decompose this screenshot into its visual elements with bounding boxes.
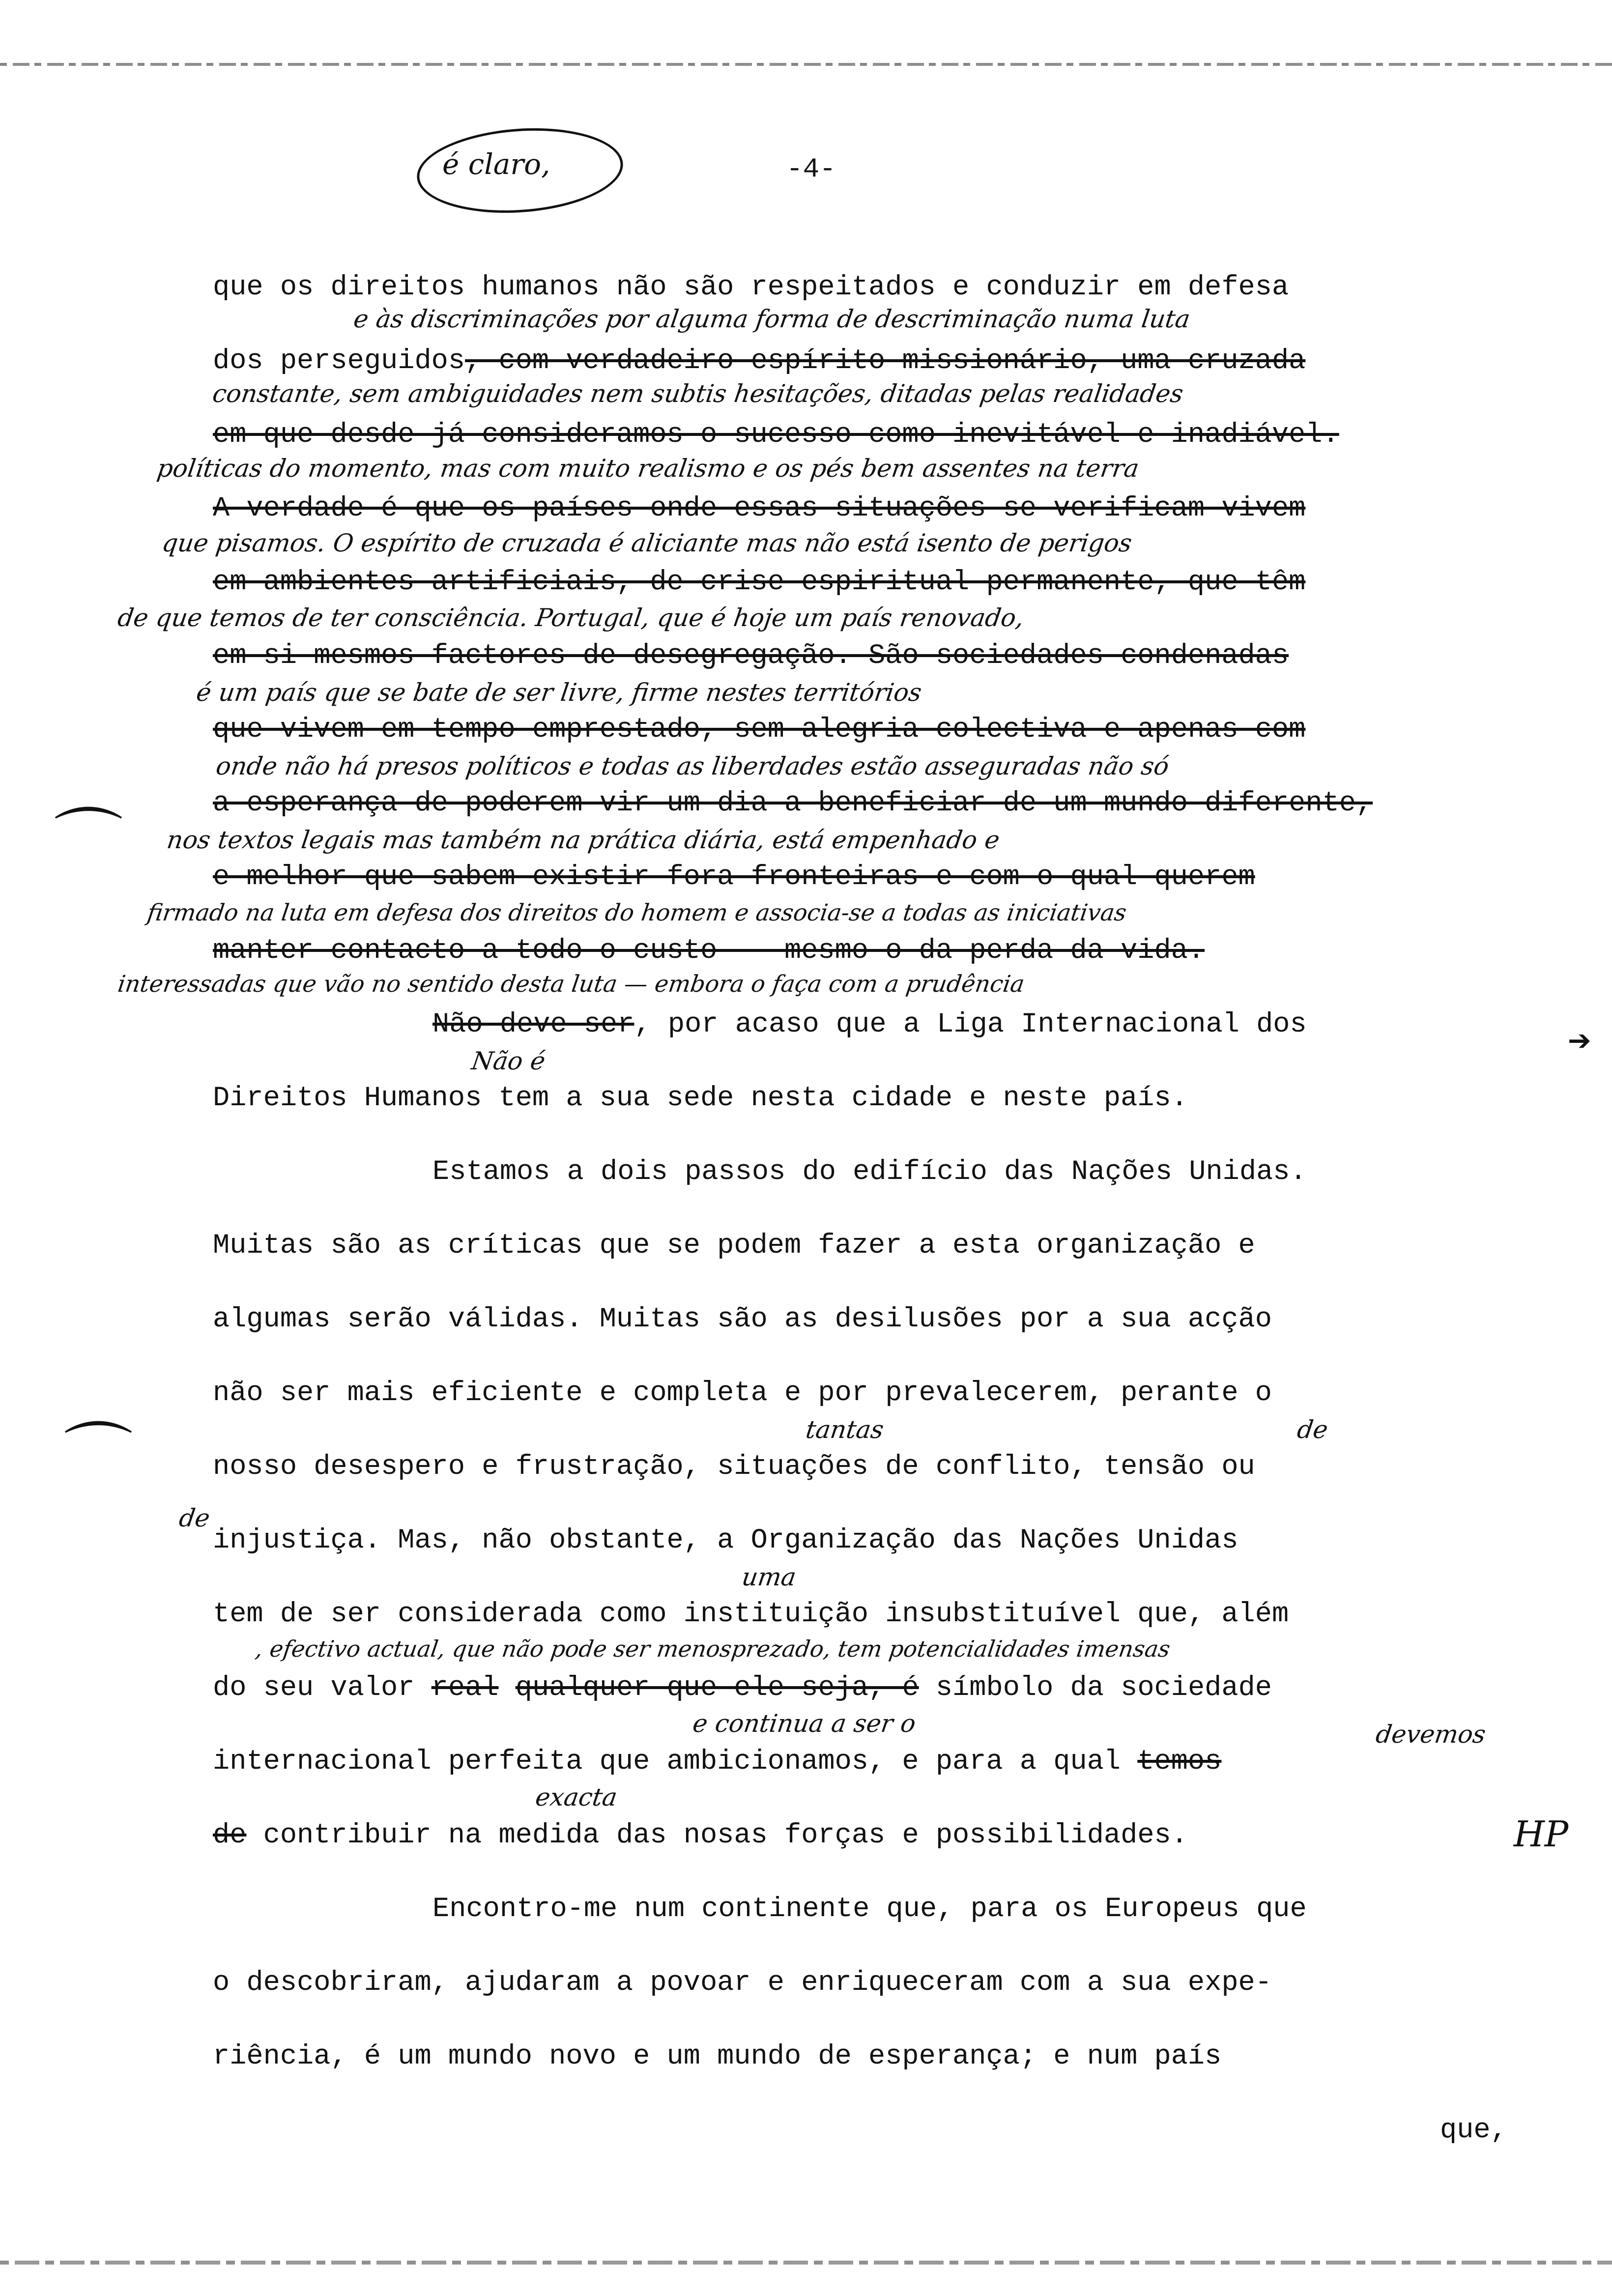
- handwritten-insert-7: onde não há presos políticos e todas as liberdades estão asseguradas não só: [214, 752, 1171, 780]
- typed-line-13: Estamos a dois passos do edifício das Nações Unidas.: [432, 1156, 1307, 1188]
- typed-line-21: internacional perfeita que ambicionamos, e para a qual temos: [213, 1746, 1222, 1778]
- typed-line-23: Encontro-me num continente que, para os Europeus que: [432, 1894, 1307, 1925]
- handwritten-insert-9: firmado na luta em defesa dos direitos do homem e associa-se a todas as iniciativas: [145, 899, 1128, 926]
- typed-line-24: o descobriram, ajudaram a povoar e enriqueceram com a sua expe-: [213, 1967, 1272, 1999]
- handwritten-insert-17: e continua a ser o: [691, 1709, 918, 1738]
- handwritten-insert-4: que pisamos. O espírito de cruzada é aliciante mas não está isento de perigos: [160, 529, 1134, 557]
- arrow-mark: ➔: [1568, 1021, 1592, 1066]
- typed-line-20: do seu valor real qualquer que ele seja, é símbolo da sociedade: [213, 1672, 1272, 1704]
- typed-line-9-struck: e melhor que sabem existir fora fronteiras e com o qual querem: [213, 861, 1255, 893]
- margin-initials: HP: [1514, 1813, 1569, 1855]
- typed-line-19: tem de ser considerada como instituição insubstituível que, além: [213, 1599, 1289, 1630]
- handwritten-insert-6: é um país que se bate de ser livre, firme nestes territórios: [194, 678, 923, 707]
- typed-line-2: dos perseguidos, com verdadeiro espírito missionário, uma cruzada: [213, 345, 1306, 377]
- scan-bottom-edge: [0, 2261, 1612, 2265]
- typed-line-18: injustiça. Mas, não obstante, a Organização das Nações Unidas: [213, 1525, 1238, 1556]
- handwritten-insert-1: e às discriminações por alguma forma de descriminação numa luta: [351, 305, 1192, 333]
- typed-line-22: de contribuir na medida das nosas forças e possibilidades.: [213, 1820, 1188, 1851]
- handwritten-insert-11: Não é: [469, 1047, 547, 1075]
- handwritten-insert-10: interessadas que vão no sentido desta luta — embora o faça com a prudência: [116, 971, 1027, 998]
- scan-top-edge: [0, 63, 1612, 66]
- typed-line-16: não ser mais eficiente e completa e por prevalecerem, perante o: [213, 1378, 1272, 1409]
- handwritten-insert-18: devemos: [1374, 1720, 1488, 1749]
- typed-line-8-struck: a esperança de poderem vir um dia a beneficiar de um mundo diferente,: [213, 788, 1373, 819]
- handwritten-insert-5: de que temos de ter consciência. Portugal, que é hoje um país renovado,: [115, 603, 1026, 632]
- typed-line-15: algumas serão válidas. Muitas são as desilusões por a sua acção: [213, 1304, 1272, 1335]
- typed-line-5-struck: em ambientes artificiais, de crise espiritual permanente, que têm: [213, 567, 1306, 598]
- typed-line-10-struck: manter contacto a todo o custo -- mesmo o da perda da vida.: [213, 935, 1205, 967]
- page-number: -4-: [786, 153, 836, 185]
- handwritten-insert-19: exacta: [533, 1783, 619, 1811]
- annotation-oval-text: é claro,: [442, 147, 550, 181]
- typed-line-7-struck: que vivem em tempo emprestado, sem alegria colectiva e apenas com: [213, 714, 1306, 746]
- handwritten-insert-3: políticas do momento, mas com muito realismo e os pés bem assentes na terra: [155, 454, 1141, 483]
- typed-line-14: Muitas são as críticas que se podem fazer a esta organização e: [213, 1230, 1255, 1262]
- handwritten-insert-14: de: [177, 1504, 212, 1532]
- typed-line-26: que,: [1440, 2115, 1507, 2146]
- handwritten-insert-2: constante, sem ambiguidades nem subtis hesitações, ditadas pelas realidades: [210, 379, 1185, 408]
- typed-line-1: que os direitos humanos não são respeitados e conduzir em defesa: [213, 272, 1289, 303]
- margin-bracket-1: ⌒: [54, 802, 123, 882]
- handwritten-insert-15: uma: [740, 1563, 798, 1591]
- typed-line-12: Direitos Humanos tem a sua sede nesta cidade e neste país.: [213, 1083, 1188, 1114]
- typed-line-6-struck: em si mesmos factores de desegregação. São sociedades condenadas: [213, 640, 1289, 672]
- handwritten-insert-8: nos textos legais mas também na prática diária, está empenhado e: [165, 826, 1002, 854]
- margin-bracket-2: ⌒: [64, 1416, 133, 1496]
- handwritten-insert-12: tantas: [804, 1415, 886, 1444]
- handwritten-insert-16: , efectivo actual, que não pode ser menosprezado, tem potencialidades imensas: [254, 1636, 1172, 1662]
- typed-line-3-struck: em que desde já consideramos o sucesso como inevitável e inadiável.: [213, 419, 1339, 451]
- typed-line-17: nosso desespero e frustração, situações de conflito, tensão ou: [213, 1451, 1255, 1483]
- typed-line-25: riência, é um mundo novo e um mundo de esperança; e num país: [213, 2041, 1222, 2072]
- typed-line-4-struck: A verdade é que os países onde essas situações se verificam vivem: [213, 493, 1306, 524]
- typed-line-11: Não deve ser, por acaso que a Liga Internacional dos: [432, 1009, 1307, 1040]
- handwritten-insert-13: de: [1295, 1415, 1330, 1444]
